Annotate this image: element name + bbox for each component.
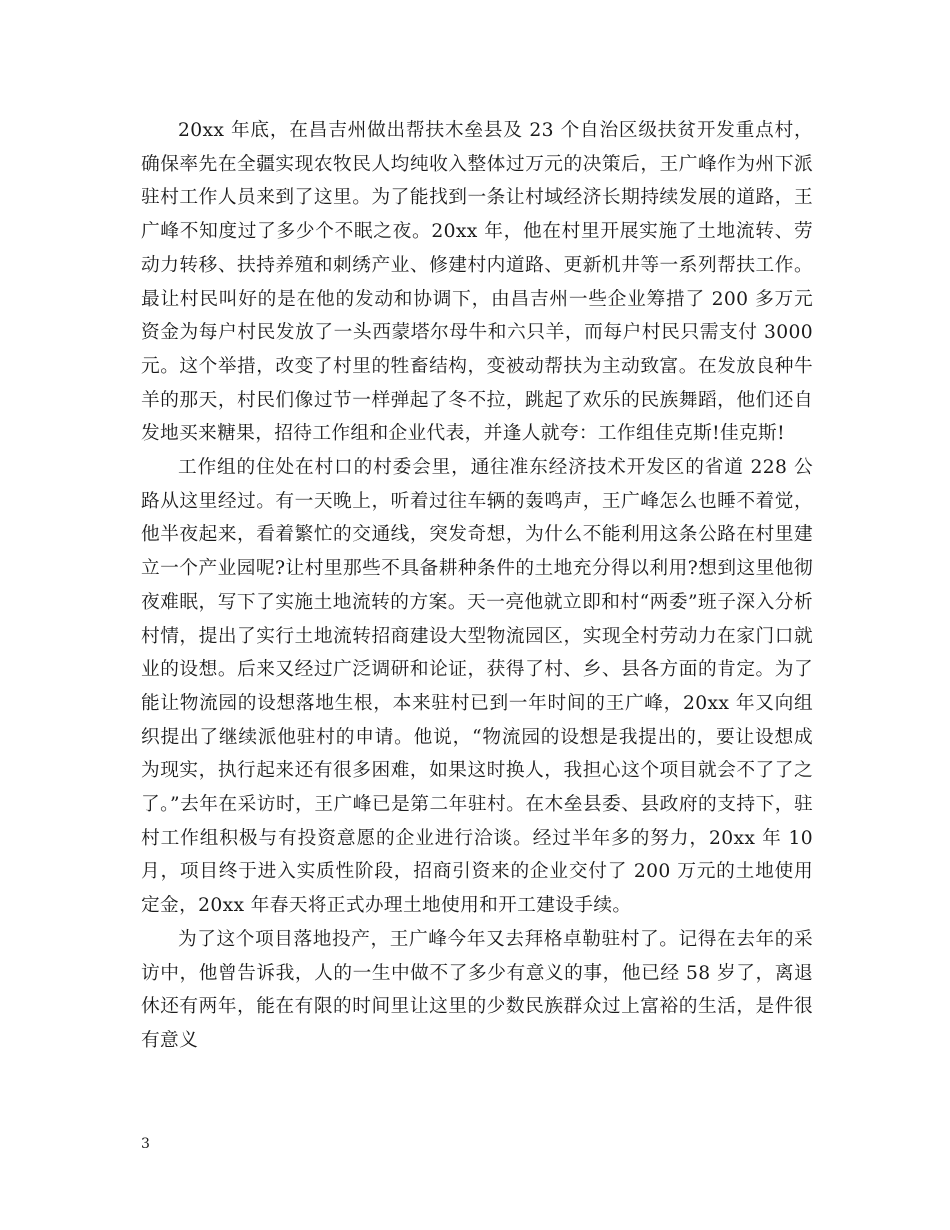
body-text xyxy=(141,114,813,1058)
paragraph-1: 20xx 年底，在昌吉州做出帮扶木垒县及 23 个自治区级扶贫开发重点村，确保率先在全疆实现农牧民人均纯收入整体过万元的决策后，王广峰作为州下派驻村工作人员来到了这里。为了能找到一条让村域经济长期持续发展的道路，王广峰不知度过了多少个不眠之夜。20xx 年，他在村里开展实施了土地流转、劳动力转移、扶持养殖和刺绣产业、修建村内道路、更新机井等一系列帮扶工作。最让村民叫好的是在他的发动和协调下，由昌吉州一些企业筹措了 200 多万元资金为每户村民发放了一头西蒙塔尔母牛和六只羊，而每户村民只需支付 3000 元。这个举措，改变了村里的牲畜结构，变被动帮扶为主动致富。在发放良种牛羊的那天，村民们像过节一样弹起了冬不拉，跳起了欢乐的民族舞蹈，他们还自发地买来糖果，招待工作组和企业代表，并逢人就夸：工作组佳克斯!佳克斯! xyxy=(141,120,813,445)
paragraph-3: 为了这个项目落地投产，王广峰今年又去拜格卓勒驻村了。记得在去年的采访中，他曾告诉我，人的一生中做不了多少有意义的事，他已经 58 岁了，离退休还有两年，能在有限的时间里让这里的少数民族群众过上富裕的生活，是件很有意义 xyxy=(141,928,813,1051)
page-number: 3 xyxy=(141,1136,150,1152)
paragraph-2: 工作组的住处在村口的村委会里，通往准东经济技术开发区的省道 228 公路从这里经过。有一天晚上，听着过往车辆的轰鸣声，王广峰怎么也睡不着觉，他半夜起来，看着繁忙的交通线，突发奇想，为什么不能利用这条公路在村里建立一个产业园呢?让村里那些不具备耕种条件的土地充分得以利用?想到这里他彻夜难眠，写下了实施土地流转的方案。天一亮他就立即和村“两委”班子深入分析村情，提出了实行土地流转招商建设大型物流园区，实现全村劳动力在家门口就业的设想。后来又经过广泛调研和论证，获得了村、乡、县各方面的肯定。为了能让物流园的设想落地生根，本来驻村已到一年时间的王广峰，20xx 年又向组织提出了继续派他驻村的申请。他说，“物流园的设想是我提出的，要让设想成为现实，执行起来还有很多困难，如果这时换人，我担心这个项目就会不了了之了。”去年在采访时，王广峰已是第二年驻村。在木垒县委、县政府的支持下，驻村工作组积极与有投资意愿的企业进行洽谈。经过半年多的努力，20xx 年 10 月，项目终于进入实质性阶段，招商引资来的企业交付了 200 万元的土地使用定金，20xx 年春天将正式办理土地使用和开工建设手续。 xyxy=(141,457,813,917)
